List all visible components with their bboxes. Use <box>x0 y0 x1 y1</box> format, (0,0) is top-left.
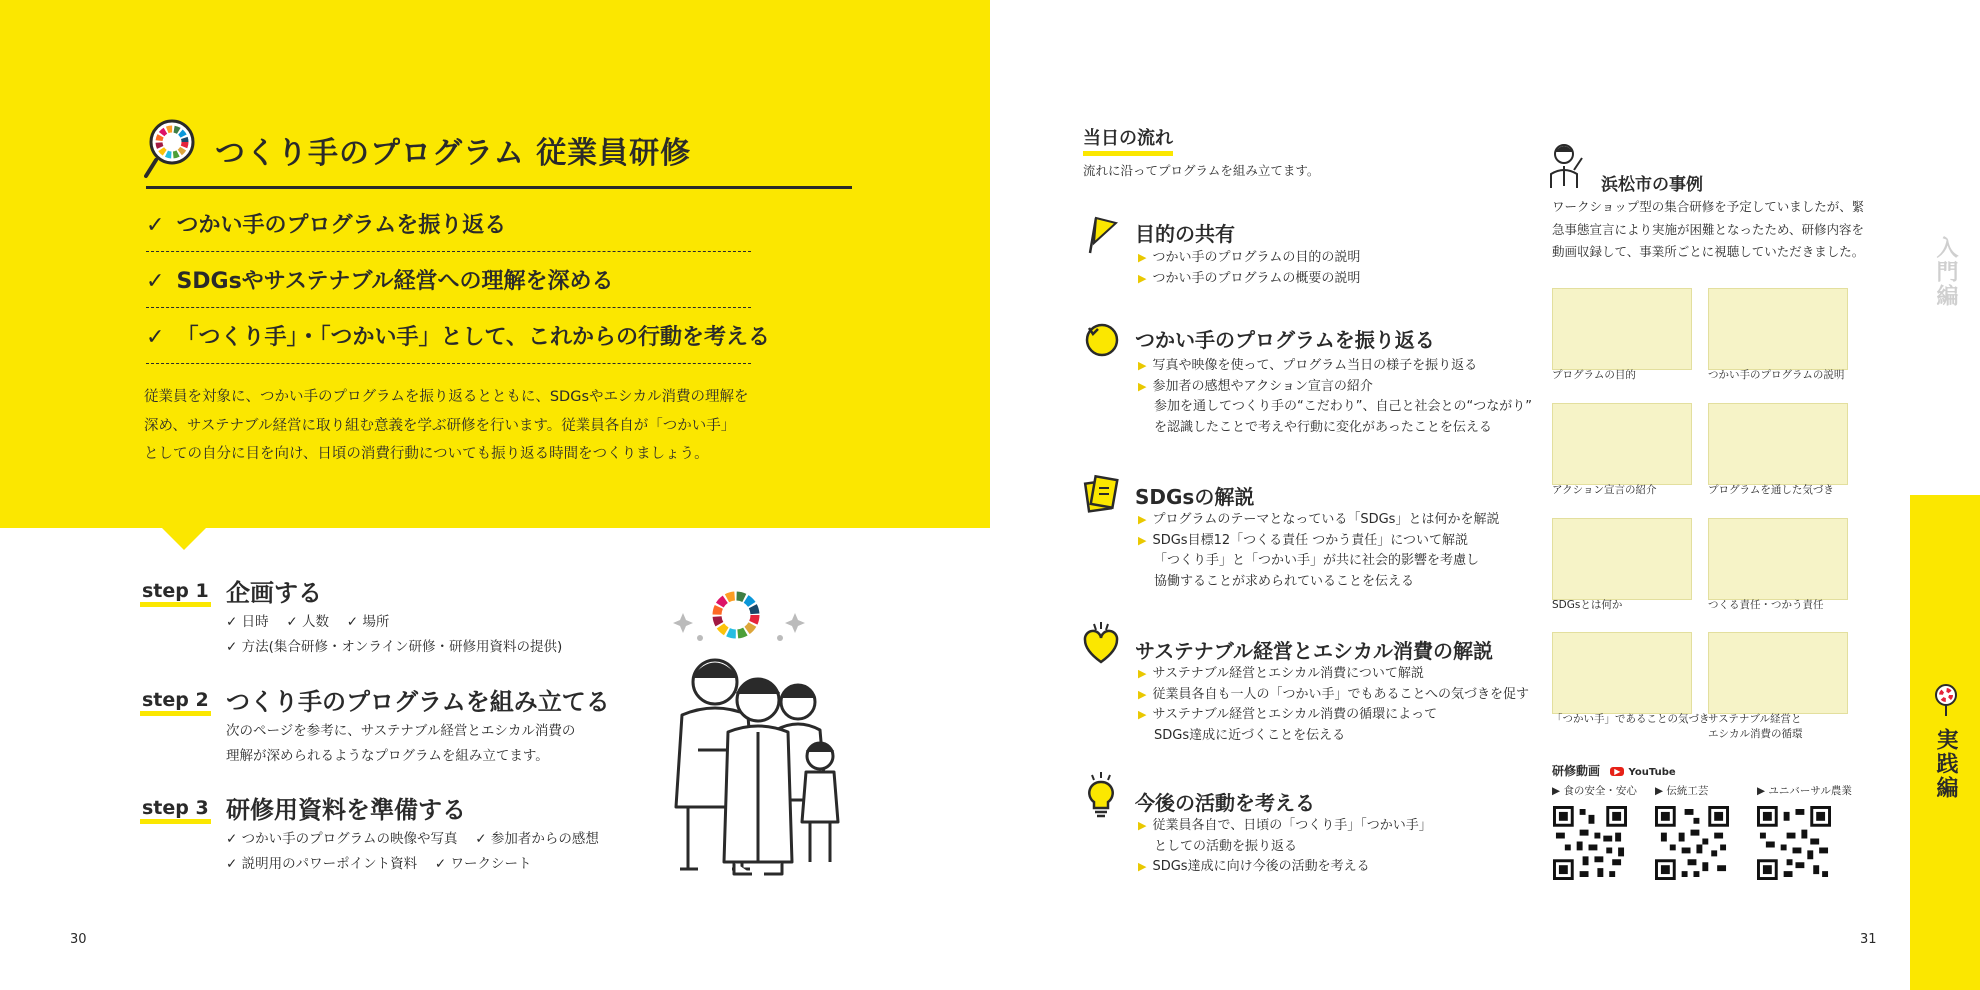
check-item: ✓ 「つくり手」・「つかい手」として、これからの行動を考える <box>146 313 751 364</box>
thumbnail-caption: プログラムを通した気づき <box>1708 484 1834 496</box>
step-body: 次のページを参考に、サステナブル経営とエシカル消費の 理解が深められるようなプログラムを組み立てます。 <box>226 723 576 764</box>
page-number: 30 <box>70 932 87 947</box>
flow-heading: 当日の流れ <box>1083 124 1173 156</box>
video-link[interactable]: ▶ ユニバーサル農業 <box>1757 785 1852 797</box>
intro-paragraph: 従業員を対象に、つかい手のプログラムを振り返るとともに、SDGsやエシカル消費の理解を 深め、サステナブル経営に取り組む意義を学ぶ研修を行います。従業員各自が「つかい手」 としての自分に目を向け、日頃の消費行動についても振り返る時間をつくりましょう。 <box>144 389 749 462</box>
qr-code-icon[interactable] <box>1553 806 1627 880</box>
presenter-icon <box>1548 140 1584 190</box>
video-label: 研修動画 ▶ YouTube <box>1552 764 1676 778</box>
qr-code-icon[interactable] <box>1757 806 1831 880</box>
step-label: step 1 <box>140 580 211 602</box>
page-number: 31 <box>1860 932 1877 947</box>
case-title: 浜松市の事例 <box>1601 175 1703 195</box>
flow-step-bullets: ▶ つかい手のプログラムの目的の説明 ▶ つかい手のプログラムの概要の説明 <box>1138 250 1361 286</box>
case-text: ワークショップ型の集合研修を予定していましたが、緊急事態宣言により実施が困難となったため、研修内容を動画収録して、事業所ごとに視聴していただきました。 <box>1552 199 1865 260</box>
thumbnail-image <box>1708 518 1848 600</box>
sdgs-pin-icon <box>1934 683 1958 717</box>
cycle-icon <box>1083 320 1121 358</box>
thumbnail-caption: SDGsとは何か <box>1552 599 1623 611</box>
qr-code-icon[interactable] <box>1655 806 1729 880</box>
sdgs-magnifier-icon <box>144 118 200 180</box>
step-label: step 3 <box>140 797 211 819</box>
heart-icon <box>1083 622 1119 664</box>
panel-pointer <box>160 526 208 550</box>
step-label: step 2 <box>140 689 211 711</box>
flow-step-title: 今後の活動を考える <box>1135 791 1315 815</box>
flow-step-bullets: ▶ 従業員各自で、日頃の「つくり手」「つかい手」 としての活動を振り返る ▶ SDGs達成に向け今後の活動を考える <box>1138 818 1432 875</box>
flow-step-title: サステナブル経営とエシカル消費の解説 <box>1135 639 1493 663</box>
video-link[interactable]: ▶ 伝統工芸 <box>1655 785 1709 797</box>
flag-icon <box>1084 215 1118 255</box>
thumbnail-caption: プログラムの目的 <box>1552 369 1636 381</box>
thumbnail-image <box>1708 403 1848 485</box>
side-tab-intro[interactable]: 入門編 <box>1933 236 1958 308</box>
page-title: つくり手のプログラム 従業員研修 <box>215 136 692 171</box>
flow-step-title: 目的の共有 <box>1135 222 1235 246</box>
thumbnail-image <box>1552 632 1692 714</box>
flow-step-title: SDGsの解説 <box>1135 485 1255 509</box>
thumbnail-caption: アクション宣言の紹介 <box>1552 484 1657 496</box>
thumbnail-image <box>1708 288 1848 370</box>
thumbnail-image <box>1708 632 1848 714</box>
step-title: 研修用資料を準備する <box>226 796 466 824</box>
title-rule <box>146 186 852 189</box>
step-title: つくり手のプログラムを組み立てる <box>226 688 610 716</box>
flow-step-title: つかい手のプログラムを振り返る <box>1135 328 1435 352</box>
thumbnail-caption: 「つかい手」であることの気づき <box>1552 713 1710 725</box>
flow-step-bullets: ▶ プログラムのテーマとなっている「SDGs」とは何かを解説 ▶ SDGs目標12「つくる責任 つかう責任」について解説 「つくり手」と「つかい手」が共に社会的影響を考慮し 協働することが求められていることを伝える <box>1138 512 1500 589</box>
video-link[interactable]: ▶ 食の安全・安心 <box>1552 785 1637 797</box>
check-item: ✓ SDGsやサステナブル経営への理解を深める <box>146 257 751 308</box>
thumbnail-image <box>1552 403 1692 485</box>
thumbnail-caption: つかい手のプログラムの説明 <box>1708 369 1845 381</box>
lightbulb-icon <box>1083 772 1119 820</box>
flow-subtitle: 流れに沿ってプログラムを組み立てます。 <box>1083 163 1320 178</box>
flow-step-bullets: ▶ サステナブル経営とエシカル消費について解説 ▶ 従業員各自も一人の「つかい手」でもあることへの気づきを促す ▶ サステナブル経営とエシカル消費の循環によって SDGs達成に近づくことを伝える <box>1138 666 1529 743</box>
step-title: 企画する <box>226 579 322 607</box>
thumbnail-image <box>1552 288 1692 370</box>
thumbnail-image <box>1552 518 1692 600</box>
flow-step-bullets: ▶ 写真や映像を使って、プログラム当日の様子を振り返る ▶ 参加者の感想やアクション宣言の紹介 参加を通してつくり手の“こだわり”、自己と社会との“つながり” を認識したことで考えや行動に変化があったことを伝える <box>1138 358 1532 435</box>
thumbnail-caption: サステナブル経営と エシカル消費の循環 <box>1708 713 1803 740</box>
thumbnail-caption: つくる責任・つかう責任 <box>1708 599 1824 611</box>
step-body: ✓ つかい手のプログラムの映像や写真 ✓ 参加者からの感想 ✓ 説明用のパワーポイント資料 ✓ ワークシート <box>226 831 599 872</box>
documents-icon <box>1083 472 1119 516</box>
employees-illustration <box>668 590 848 885</box>
youtube-icon: ▶ <box>1610 767 1624 776</box>
step-body: ✓ 日時 ✓ 人数 ✓ 場所 ✓ 方法(集合研修・オンライン研修・研修用資料の提供) <box>226 614 563 655</box>
side-tab-practice[interactable]: 実践編 <box>1933 728 1958 800</box>
check-item: ✓ つかい手のプログラムを振り返る <box>146 201 751 252</box>
